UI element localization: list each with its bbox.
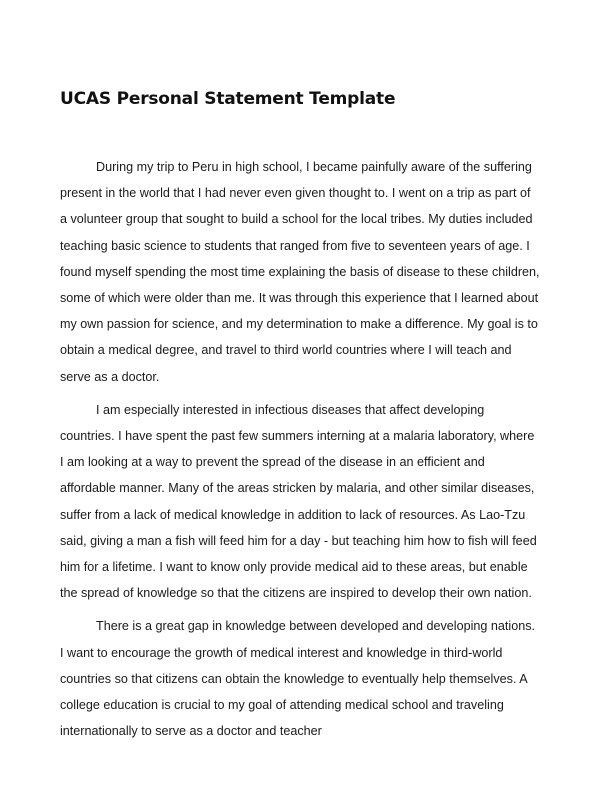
paragraph: There is a great gap in knowledge between developed and developing nations. I want to encourage the growth of medical interest and knowledge in third-world countries so that citizens can obtain the knowledge to eventually help themselves. A college education is crucial to my goal of attending medical school and traveling internationally to serve as a doctor and teacher bbox=[60, 619, 535, 739]
paragraph: I am especially interested in infectious diseases that affect developing countries. I have spent the past few summers interning at a malaria laboratory, where I am looking at a way to prevent the spread of the disease in an efficient and affordable manner. Many of the areas stricken by malaria, and other similar diseases, suffer from a lack of medical knowledge in addition to lack of resources. As Lao-Tzu said, giving a man a fish will feed him for a day - but teaching him how to fish will feed him for a lifetime. I want to know only provide medical aid to these areas, but enable the spread of knowledge so that the citizens are inspired to develop their own nation. bbox=[60, 402, 537, 601]
document-body bbox=[60, 154, 540, 751]
document-title: UCAS Personal Statement Template bbox=[60, 89, 396, 109]
paragraph: During my trip to Peru in high school, I became painfully aware of the suffering present in the world that I had never even given thought to. I went on a trip as part of a volunteer group that sought to build a school for the local tribes. My duties included teaching basic science to students that ranged from five to seventeen years of age. I found myself spending the most time explaining the basis of disease to these children, some of which were older than me. It was through this experience that I learned about my own passion for science, and my determination to make a difference. My goal is to obtain a medical degree, and travel to third world countries where I will teach and serve as a doctor. bbox=[60, 160, 540, 384]
